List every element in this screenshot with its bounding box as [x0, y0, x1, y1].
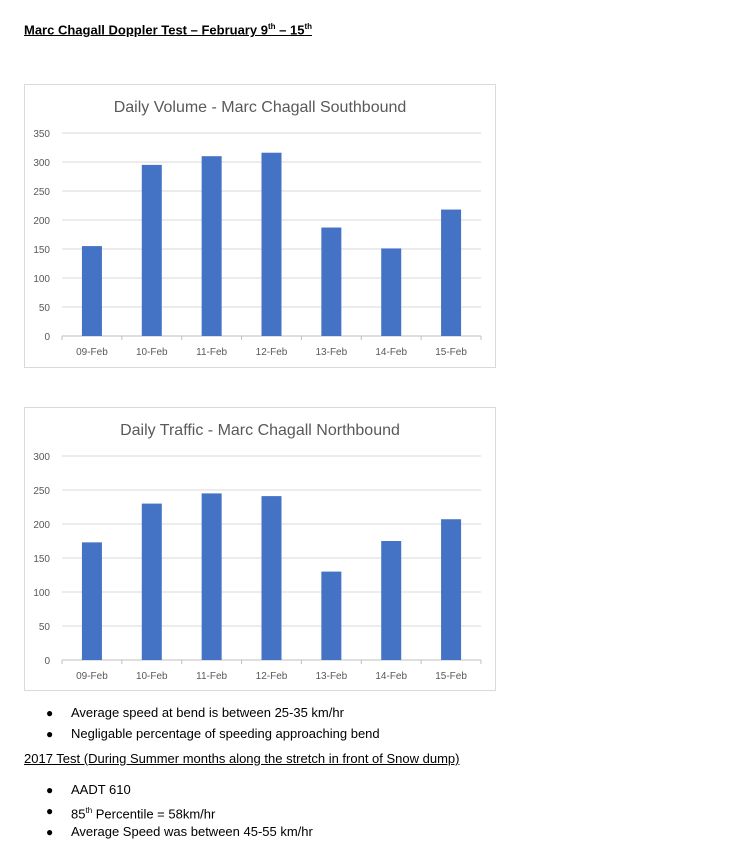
y-tick-label: 300: [33, 452, 50, 463]
bar-14-feb: [381, 248, 401, 336]
x-tick-label: 11-Feb: [196, 347, 228, 358]
bar-12-feb: [262, 496, 282, 660]
chart-title: Daily Traffic - Marc Chagall Northbound: [120, 422, 400, 439]
test-2017-list: [46, 781, 313, 844]
y-tick-label: 50: [38, 303, 50, 314]
x-tick-label: 15-Feb: [435, 671, 467, 682]
x-tick-label: 14-Feb: [375, 671, 408, 682]
y-tick-label: 250: [33, 486, 50, 497]
section-heading-2017: 2017 Test (During Summer months along the stretch in front of Snow dump): [24, 751, 460, 766]
bullet-icon: ●: [46, 783, 54, 797]
note-avg-speed-bend: Average speed at bend is between 25-35 km/hr: [71, 705, 344, 720]
title-sup-1: th: [267, 22, 276, 31]
bullet-icon: ●: [46, 727, 54, 741]
bar-15-feb: [441, 210, 461, 336]
bar-10-feb: [142, 165, 162, 336]
bullet-icon: ●: [46, 804, 54, 818]
bar-12-feb: [262, 153, 282, 336]
bend-notes-list: [46, 704, 380, 746]
x-tick-label: 12-Feb: [255, 347, 288, 358]
title-main: Marc Chagall Doppler Test – February 9: [24, 22, 268, 38]
y-tick-label: 0: [44, 656, 50, 667]
y-tick-label: 100: [33, 274, 50, 285]
x-tick-label: 09-Feb: [76, 671, 108, 682]
x-tick-label: 13-Feb: [315, 671, 348, 682]
y-tick-label: 300: [33, 158, 50, 169]
bar-14-feb: [381, 541, 401, 660]
x-tick-label: 09-Feb: [76, 347, 108, 358]
list-item: [46, 823, 313, 844]
southbound-volume-chart: [24, 84, 496, 368]
list-item: [46, 802, 313, 823]
note-speeding: Negligable percentage of speeding approaching bend: [71, 726, 380, 741]
y-tick-label: 100: [33, 588, 50, 599]
bar-09-feb: [82, 246, 102, 336]
bar-11-feb: [202, 493, 222, 660]
y-tick-label: 200: [33, 520, 50, 531]
northbound-chart-svg: [25, 408, 495, 690]
aadt-value: AADT 610: [71, 782, 131, 797]
list-item: [46, 781, 313, 802]
y-tick-label: 0: [44, 332, 50, 343]
bullet-icon: ●: [46, 706, 54, 720]
y-tick-label: 150: [33, 245, 50, 256]
chart-title: Daily Volume - Marc Chagall Southbound: [113, 99, 407, 116]
bar-11-feb: [202, 156, 222, 336]
x-tick-label: 12-Feb: [255, 671, 288, 682]
y-tick-label: 250: [33, 187, 50, 198]
title-mid: – 15: [275, 22, 305, 38]
bar-13-feb: [321, 228, 341, 336]
x-tick-label: 14-Feb: [375, 347, 408, 358]
document-title: [24, 22, 312, 37]
x-tick-label: 15-Feb: [435, 347, 467, 358]
bar-09-feb: [82, 542, 102, 660]
y-tick-label: 350: [33, 129, 50, 140]
southbound-chart-svg: [25, 85, 495, 367]
y-tick-label: 150: [33, 554, 50, 565]
x-tick-label: 10-Feb: [135, 671, 168, 682]
percentile-post: Percentile = 58km/hr: [92, 806, 216, 822]
percentile-sup: th: [85, 806, 93, 815]
percentile-pre: 85: [71, 806, 86, 822]
bullet-icon: ●: [46, 825, 54, 839]
title-sup-2: th: [304, 22, 312, 31]
bar-10-feb: [142, 504, 162, 660]
y-tick-label: 200: [33, 216, 50, 227]
x-tick-label: 11-Feb: [196, 671, 228, 682]
northbound-traffic-chart: [24, 407, 496, 691]
bar-13-feb: [321, 572, 341, 660]
list-item: [46, 725, 380, 746]
x-tick-label: 13-Feb: [315, 347, 348, 358]
y-tick-label: 50: [38, 622, 50, 633]
x-tick-label: 10-Feb: [135, 347, 168, 358]
list-item: [46, 704, 380, 725]
bar-15-feb: [441, 519, 461, 660]
avg-speed-2017: Average Speed was between 45-55 km/hr: [71, 824, 313, 839]
